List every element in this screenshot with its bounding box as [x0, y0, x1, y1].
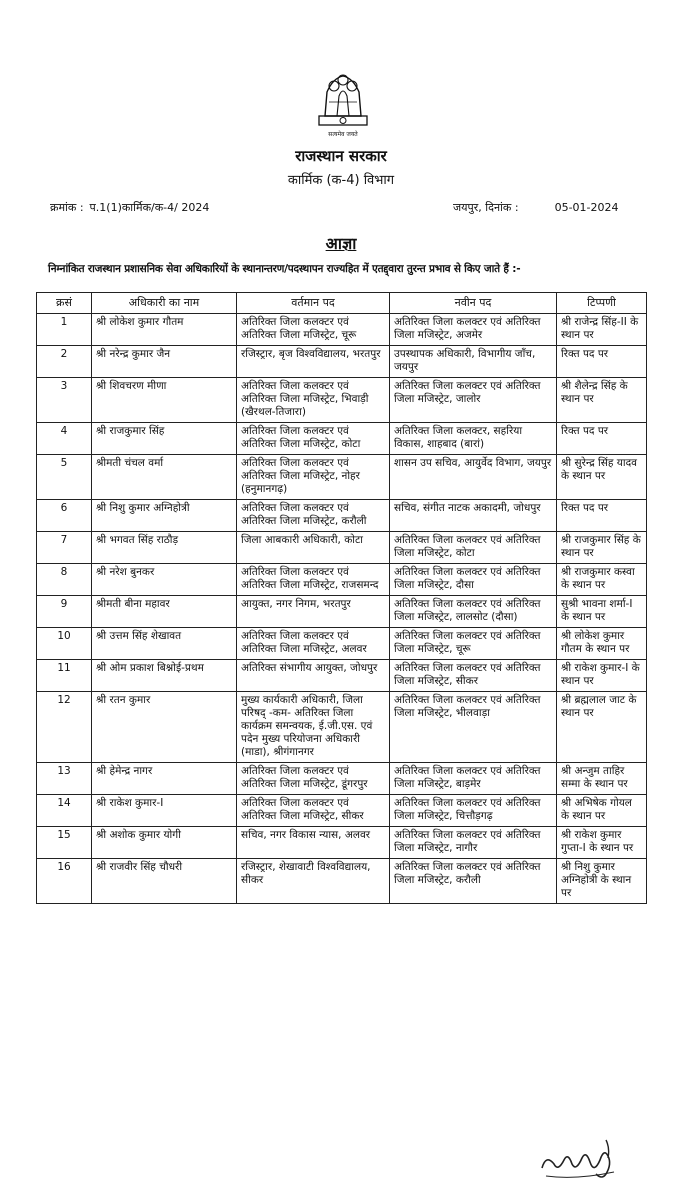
table-row: [37, 423, 647, 455]
signature-icon: [536, 1134, 622, 1186]
officer-name-cell: श्री हेमेन्द्र नागर: [92, 763, 237, 795]
government-title: राजस्थान सरकार: [295, 147, 387, 165]
officer-name-cell: श्री ओम प्रकाश बिश्नोई-प्रथम: [92, 660, 237, 692]
serial-cell: 9: [37, 596, 92, 628]
reference-number-value: प.1(1)कार्मिक/क-4/ 2024: [89, 201, 210, 214]
serial-cell: 11: [37, 660, 92, 692]
table-row: [37, 692, 647, 763]
current-post-cell: अतिरिक्त जिला कलक्टर एवं अतिरिक्त जिला मजिस्ट्रेट, राजसमन्द: [237, 564, 390, 596]
serial-cell: 10: [37, 628, 92, 660]
current-post-cell: मुख्य कार्यकारी अधिकारी, जिला परिषद् -कम- अतिरिक्त जिला कार्यक्रम समन्वयक, ई.जी.एस. एवं पदेन मुख्य परियोजना अधिकारी (माडा), श्रीगंगानगर: [237, 692, 390, 763]
remark-cell: श्री राजेन्द्र सिंह-II के स्थान पर: [557, 314, 647, 346]
table-row: [37, 827, 647, 859]
current-post-cell: अतिरिक्त जिला कलक्टर एवं अतिरिक्त जिला मजिस्ट्रेट, अलवर: [237, 628, 390, 660]
place-date: [453, 200, 619, 215]
current-post-cell: अतिरिक्त जिला कलक्टर एवं अतिरिक्त जिला मजिस्ट्रेट, डूंगरपुर: [237, 763, 390, 795]
serial-cell: 6: [37, 500, 92, 532]
current-post-cell: अतिरिक्त जिला कलक्टर एवं अतिरिक्त जिला मजिस्ट्रेट, करौली: [237, 500, 390, 532]
table-row: [37, 532, 647, 564]
serial-cell: 1: [37, 314, 92, 346]
remark-cell: श्री राजकुमार कस्वा के स्थान पर: [557, 564, 647, 596]
officer-name-cell: श्री शिवचरण मीणा: [92, 378, 237, 423]
remark-cell: सुश्री भावना शर्मा-I के स्थान पर: [557, 596, 647, 628]
new-post-cell: अतिरिक्त जिला कलक्टर एवं अतिरिक्त जिला मजिस्ट्रेट, जालोर: [390, 378, 557, 423]
remark-cell: श्री राकेश कुमार गुप्ता-I के स्थान पर: [557, 827, 647, 859]
department-title: कार्मिक (क-4) विभाग: [287, 173, 395, 188]
current-post-cell: अतिरिक्त जिला कलक्टर एवं अतिरिक्त जिला मजिस्ट्रेट, नोहर (हनुमानगढ़): [237, 455, 390, 500]
remark-cell: श्री राजकुमार सिंह के स्थान पर: [557, 532, 647, 564]
new-post-cell: अतिरिक्त जिला कलक्टर एवं अतिरिक्त जिला मजिस्ट्रेट, नागौर: [390, 827, 557, 859]
new-post-cell: अतिरिक्त जिला कलक्टर एवं अतिरिक्त जिला मजिस्ट्रेट, बाड़मेर: [390, 763, 557, 795]
new-post-cell: अतिरिक्त जिला कलक्टर एवं अतिरिक्त जिला मजिस्ट्रेट, करौली: [390, 859, 557, 904]
current-post-cell: रजिस्ट्रार, बृज विश्वविद्यालय, भरतपुर: [237, 346, 390, 378]
officer-name-cell: श्री निशु कुमार अग्निहोत्री: [92, 500, 237, 532]
new-post-cell: शासन उप सचिव, आयुर्वेद विभाग, जयपुर: [390, 455, 557, 500]
remark-cell: श्री अभिषेक गोयल के स्थान पर: [557, 795, 647, 827]
remark-cell: श्री सुरेन्द्र सिंह यादव के स्थान पर: [557, 455, 647, 500]
serial-cell: 12: [37, 692, 92, 763]
reference-number-label: क्रमांक :: [50, 201, 84, 214]
serial-cell: 2: [37, 346, 92, 378]
officer-name-cell: श्रीमती चंचल वर्मा: [92, 455, 237, 500]
serial-cell: 7: [37, 532, 92, 564]
new-post-cell: सचिव, संगीत नाटक अकादमी, जोधपुर: [390, 500, 557, 532]
table-row: [37, 346, 647, 378]
current-post-cell: अतिरिक्त जिला कलक्टर एवं अतिरिक्त जिला मजिस्ट्रेट, भिवाड़ी (खैरथल-तिजारा): [237, 378, 390, 423]
new-post-cell: अतिरिक्त जिला कलक्टर एवं अतिरिक्त जिला मजिस्ट्रेट, दौसा: [390, 564, 557, 596]
table-row: [37, 795, 647, 827]
table-header-row: [37, 293, 647, 314]
table-row: [37, 455, 647, 500]
table-row: [37, 564, 647, 596]
emblem-motto: सत्यमेव जयते: [328, 131, 358, 138]
new-post-cell: अतिरिक्त जिला कलक्टर एवं अतिरिक्त जिला मजिस्ट्रेट, अजमेर: [390, 314, 557, 346]
remark-cell: श्री शैलेन्द्र सिंह के स्थान पर: [557, 378, 647, 423]
officer-name-cell: श्री राजकुमार सिंह: [92, 423, 237, 455]
officer-name-cell: श्री राकेश कुमार-I: [92, 795, 237, 827]
new-post-cell: अतिरिक्त जिला कलक्टर एवं अतिरिक्त जिला मजिस्ट्रेट, सीकर: [390, 660, 557, 692]
current-post-cell: आयुक्त, नगर निगम, भरतपुर: [237, 596, 390, 628]
table-row: [37, 596, 647, 628]
table-row: [37, 660, 647, 692]
officer-name-cell: श्रीमती बीना महावर: [92, 596, 237, 628]
table-body: [37, 314, 647, 904]
new-post-cell: अतिरिक्त जिला कलक्टर एवं अतिरिक्त जिला मजिस्ट्रेट, भीलवाड़ा: [390, 692, 557, 763]
current-post-cell: सचिव, नगर विकास न्यास, अलवर: [237, 827, 390, 859]
order-intro: निम्नांकित राजस्थान प्रशासनिक सेवा अधिकारियों के स्थानान्तरण/पदस्थापन राज्यहित में एतद्द्वारा तुरन्त प्रभाव से किए जाते हैं :-: [48, 263, 521, 275]
officer-name-cell: श्री नरेश बुनकर: [92, 564, 237, 596]
remark-cell: रिक्त पद पर: [557, 423, 647, 455]
current-post-cell: अतिरिक्त जिला कलक्टर एवं अतिरिक्त जिला मजिस्ट्रेट, सीकर: [237, 795, 390, 827]
order-title: आज्ञा: [325, 234, 357, 253]
current-post-cell: अतिरिक्त जिला कलक्टर एवं अतिरिक्त जिला मजिस्ट्रेट, चूरू: [237, 314, 390, 346]
new-post-cell: अतिरिक्त जिला कलक्टर, सहरिया विकास, शाहबाद (बारां): [390, 423, 557, 455]
remark-cell: श्री अन्जुम ताहिर सम्मा के स्थान पर: [557, 763, 647, 795]
officer-name-cell: श्री भगवत सिंह राठौड़: [92, 532, 237, 564]
officer-name-cell: श्री रतन कुमार: [92, 692, 237, 763]
national-emblem-icon: [315, 66, 371, 140]
officer-name-cell: श्री नरेन्द्र कुमार जैन: [92, 346, 237, 378]
table-row: [37, 763, 647, 795]
officer-name-cell: श्री राजवीर सिंह चौधरी: [92, 859, 237, 904]
remark-cell: श्री लोकेश कुमार गौतम के स्थान पर: [557, 628, 647, 660]
serial-cell: 4: [37, 423, 92, 455]
top-blank-area: [0, 0, 682, 48]
serial-cell: 5: [37, 455, 92, 500]
serial-cell: 8: [37, 564, 92, 596]
serial-cell: 14: [37, 795, 92, 827]
header-new-post: नवीन पद: [390, 293, 557, 314]
remark-cell: रिक्त पद पर: [557, 346, 647, 378]
current-post-cell: जिला आबकारी अधिकारी, कोटा: [237, 532, 390, 564]
transfer-table: [36, 292, 647, 904]
remark-cell: रिक्त पद पर: [557, 500, 647, 532]
header-current-post: वर्तमान पद: [237, 293, 390, 314]
new-post-cell: अतिरिक्त जिला कलक्टर एवं अतिरिक्त जिला मजिस्ट्रेट, चूरू: [390, 628, 557, 660]
table-row: [37, 500, 647, 532]
current-post-cell: रजिस्ट्रार, शेखावाटी विश्वविद्यालय, सीकर: [237, 859, 390, 904]
header-officer-name: अधिकारी का नाम: [92, 293, 237, 314]
header-remark: टिप्पणी: [557, 293, 647, 314]
remark-cell: श्री राकेश कुमार-I के स्थान पर: [557, 660, 647, 692]
table-row: [37, 314, 647, 346]
current-post-cell: अतिरिक्त जिला कलक्टर एवं अतिरिक्त जिला मजिस्ट्रेट, कोटा: [237, 423, 390, 455]
order-date: 05-01-2024: [554, 201, 619, 214]
table-row: [37, 378, 647, 423]
place-date-label: जयपुर, दिनांक :: [453, 201, 519, 214]
remark-cell: श्री ब्रह्मलाल जाट के स्थान पर: [557, 692, 647, 763]
current-post-cell: अतिरिक्त संभागीय आयुक्त, जोधपुर: [237, 660, 390, 692]
officer-name-cell: श्री उत्तम सिंह शेखावत: [92, 628, 237, 660]
serial-cell: 13: [37, 763, 92, 795]
officer-name-cell: श्री लोकेश कुमार गौतम: [92, 314, 237, 346]
new-post-cell: अतिरिक्त जिला कलक्टर एवं अतिरिक्त जिला मजिस्ट्रेट, चित्तौड़गढ़: [390, 795, 557, 827]
new-post-cell: उपस्थापक अधिकारी, विभागीय जाँच, जयपुर: [390, 346, 557, 378]
reference-number: [50, 200, 215, 215]
table-row: [37, 628, 647, 660]
header-serial: क्रसं: [37, 293, 92, 314]
serial-cell: 16: [37, 859, 92, 904]
officer-name-cell: श्री अशोक कुमार योगी: [92, 827, 237, 859]
serial-cell: 15: [37, 827, 92, 859]
new-post-cell: अतिरिक्त जिला कलक्टर एवं अतिरिक्त जिला मजिस्ट्रेट, कोटा: [390, 532, 557, 564]
remark-cell: श्री निशु कुमार अग्निहोत्री के स्थान पर: [557, 859, 647, 904]
table-row: [37, 859, 647, 904]
new-post-cell: अतिरिक्त जिला कलक्टर एवं अतिरिक्त जिला मजिस्ट्रेट, लालसोट (दौसा): [390, 596, 557, 628]
serial-cell: 3: [37, 378, 92, 423]
